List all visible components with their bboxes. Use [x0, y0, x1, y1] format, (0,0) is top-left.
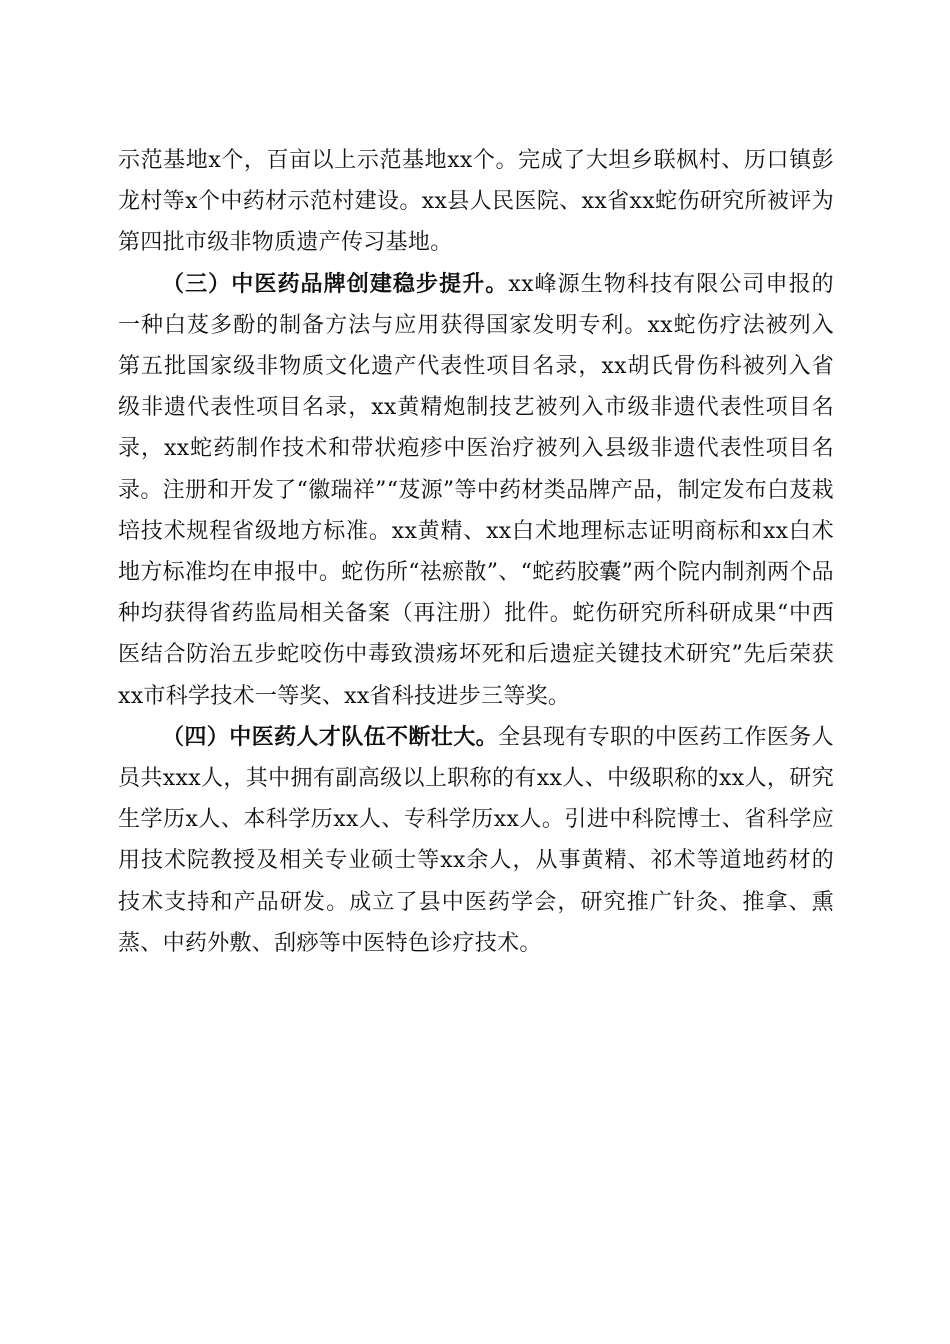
paragraph-1-body: 示范基地x个，百亩以上示范基地xx个。完成了大坦乡联枫村、历口镇彭龙村等x个中药材示范村建设。xx县人民医院、xx省xx蛇伤研究所被评为第四批市级非物质遗产传习基地。: [118, 148, 834, 256]
paragraph-brand-building: [118, 264, 834, 717]
paragraph-2-heading: （三）中医药品牌创建稳步提升。: [162, 270, 509, 297]
paragraph-3-body: 全县现有专职的中医药工作医务人员共xxx人，其中拥有副高级以上职称的有xx人、中级职称的xx人，研究生学历x人、本科学历xx人、专科学历xx人。引进中科院博士、省科学应用技术院教授及相关专业硕士等xx余人，从事黄精、祁术等道地药材的技术支持和产品研发。成立了县中医药学会，研究推广针灸、推拿、熏蒸、中药外敷、刮痧等中医特色诊疗技术。: [118, 724, 834, 956]
paragraph-3-heading: （四）中医药人才队伍不断壮大。: [162, 723, 499, 750]
document-page: [118, 140, 834, 964]
paragraph-continuation: [118, 140, 834, 264]
paragraph-talent-team: [118, 717, 834, 964]
paragraph-2-body: xx峰源生物科技有限公司申报的一种白芨多酚的制备方法与应用获得国家发明专利。xx蛇伤疗法被列入第五批国家级非物质文化遗产代表性项目名录，xx胡氏骨伤科被列入省级非遗代表性项目名录，xx黄精炮制技艺被列入市级非遗代表性项目名录，xx蛇药制作技术和带状疱疹中医治疗被列入县级非遗代表性项目名录。注册和开发了“徽瑞祥”“芨源”等中药材类品牌产品，制定发布白芨栽培技术规程省级地方标准。xx黄精、xx白术地理标志证明商标和xx白术地方标准均在申报中。蛇伤所“祛瘀散”、“蛇药胶囊”两个院内制剂两个品种均获得省药监局相关备案（再注册）批件。蛇伤研究所科研成果“中西医结合防治五步蛇咬伤中毒致溃疡坏死和后遗症关键技术研究”先后荣获xx市科学技术一等奖、xx省科技进步三等奖。: [118, 271, 834, 709]
